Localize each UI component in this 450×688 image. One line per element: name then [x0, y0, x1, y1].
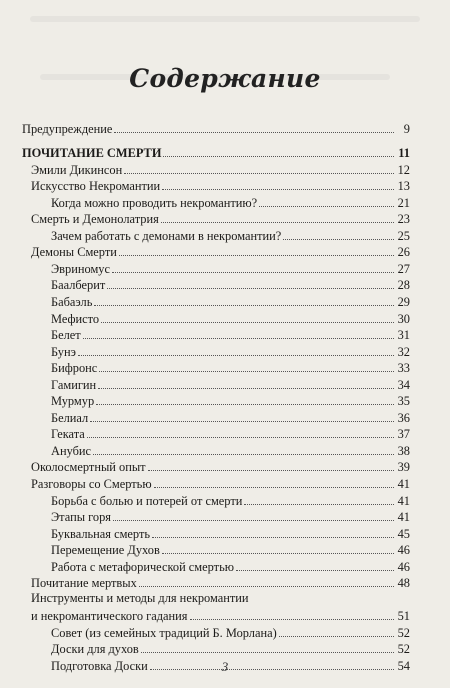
toc-entry-label: Эвриномус	[51, 261, 110, 276]
dot-leader	[96, 404, 394, 405]
dot-leader	[236, 570, 394, 571]
toc-entry	[22, 326, 410, 343]
toc-entry	[22, 160, 410, 177]
toc-entry-label: Инструменты и методы для некромантии	[31, 591, 249, 606]
dot-leader	[94, 305, 394, 306]
toc-entry-label: Мефисто	[51, 311, 100, 326]
toc-entry	[22, 408, 410, 425]
toc-entry-label: Белет	[51, 328, 81, 343]
toc-entry-page: 52	[397, 642, 410, 657]
dot-leader	[162, 189, 394, 190]
toc-entry-page: 13	[397, 179, 410, 194]
toc-entry	[22, 119, 410, 136]
toc-entry	[22, 342, 410, 359]
toc-entry-page: 9	[403, 121, 410, 136]
toc-entry	[22, 491, 410, 508]
toc-entry	[22, 425, 410, 442]
toc-entry	[22, 144, 410, 161]
toc-entry	[22, 524, 410, 541]
toc-entry-label: ПОЧИТАНИЕ СМЕРТИ	[22, 146, 162, 161]
toc-entry	[22, 359, 410, 376]
toc-entry-page: 51	[397, 609, 410, 624]
toc-entry-label: Совет (из семейных традиций Б. Морлана)	[51, 625, 277, 640]
dot-leader	[99, 371, 394, 372]
toc-entry-label: Геката	[51, 427, 85, 442]
page-number: 3	[221, 659, 229, 674]
toc-entry	[22, 640, 410, 657]
toc-entry-label: Анубис	[51, 443, 92, 458]
toc-entry-page: 37	[397, 427, 410, 442]
dot-leader	[87, 437, 394, 438]
toc-entry-label: Предупреждение	[22, 121, 113, 136]
toc-entry-page: 34	[397, 377, 410, 392]
toc-entry	[22, 392, 410, 409]
toc-entry-label: Перемещение Духов	[51, 543, 160, 558]
toc-entry-label: Баалберит	[51, 278, 106, 293]
dot-leader	[161, 222, 394, 223]
toc-entry-label: Борьба с болью и потерей от смерти	[51, 493, 243, 508]
dot-leader	[114, 132, 394, 133]
toc-entry	[22, 210, 410, 227]
dot-leader	[112, 272, 394, 273]
toc-entry-page: 39	[397, 460, 410, 475]
toc-entry-page: 27	[397, 261, 410, 276]
toc-entry	[22, 574, 410, 591]
dot-leader	[124, 173, 394, 174]
toc-entry-label: Доски для духов	[51, 642, 139, 657]
toc-entry-label: Зачем работать с демонами в некромантии?	[51, 228, 282, 243]
toc-entry-page: 41	[397, 510, 410, 525]
dot-leader	[119, 255, 394, 256]
dot-leader	[279, 636, 394, 637]
toc-entry-label: Искусство Некромантии	[31, 179, 161, 194]
toc-entry	[22, 458, 410, 475]
dot-leader	[162, 553, 394, 554]
toc-entry-page: 11	[398, 146, 410, 161]
toc-entry-label: Работа с метафорической смертью	[51, 559, 234, 574]
dot-leader	[113, 520, 394, 521]
toc-entry-page: 28	[397, 278, 410, 293]
toc-entry-label: Гамигин	[51, 377, 97, 392]
toc-entry	[22, 177, 410, 194]
toc-entry	[22, 375, 410, 392]
toc-entry-label: Демоны Смерти	[31, 245, 117, 260]
dot-leader	[141, 652, 394, 653]
dot-leader	[148, 470, 394, 471]
toc-entry	[22, 243, 410, 260]
toc-entry	[22, 474, 410, 491]
dot-leader	[101, 322, 394, 323]
toc-entry	[22, 623, 410, 640]
toc-entry-page: 41	[397, 493, 410, 508]
toc-entry-label-continued: и некромантического гадания	[31, 609, 188, 624]
toc-entry-label: Буквальная смерть	[51, 526, 151, 541]
dot-leader	[139, 586, 394, 587]
dot-leader	[244, 504, 394, 505]
toc-entry-page: 32	[397, 344, 410, 359]
toc-entry	[22, 292, 410, 309]
toc-entry	[22, 441, 410, 458]
toc-entry-label: Этапы горя	[51, 510, 111, 525]
toc-entry	[22, 590, 410, 623]
toc-entry-page: 54	[397, 659, 410, 673]
dot-leader	[190, 619, 394, 620]
toc-entry-page: 38	[397, 443, 410, 458]
dot-leader	[78, 355, 394, 356]
toc-entry-page: 46	[397, 559, 410, 574]
toc-entry	[22, 557, 410, 574]
dot-leader	[259, 206, 394, 207]
toc-entry-label: Смерть и Демонолатрия	[31, 212, 159, 227]
toc-entry-label: Бунэ	[51, 344, 76, 359]
toc-entry-label: Бифронс	[51, 361, 98, 376]
toc-entry-label: Белиал	[51, 410, 89, 425]
dot-leader	[283, 239, 394, 240]
toc-entry-page: 48	[397, 576, 410, 591]
toc-entry-page: 12	[397, 162, 410, 177]
toc-entry	[22, 276, 410, 293]
toc-entry	[22, 259, 410, 276]
dot-leader	[107, 288, 394, 289]
toc-entry-label: Бабаэль	[51, 295, 93, 310]
dot-leader	[90, 421, 394, 422]
toc-entry-page: 36	[397, 410, 410, 425]
dot-leader	[154, 487, 394, 488]
page-title: Содержание	[129, 64, 321, 93]
toc-entry-label: Разговоры со Смертью	[31, 477, 152, 492]
toc-entry-page: 29	[397, 295, 410, 310]
toc-entry-label: Эмили Дикинсон	[31, 162, 123, 177]
toc-entry	[22, 541, 410, 558]
table-of-contents	[22, 119, 410, 673]
toc-entry	[22, 226, 410, 243]
toc-entry-page: 46	[397, 543, 410, 558]
toc-entry-page: 41	[397, 477, 410, 492]
dot-leader	[98, 388, 394, 389]
toc-entry-label: Почитание мертвых	[31, 576, 137, 591]
toc-entry-page: 23	[397, 212, 410, 227]
bleed-through-shadow	[30, 16, 420, 22]
toc-entry-label: Околосмертный опыт	[31, 460, 146, 475]
toc-entry-page: 21	[397, 195, 410, 210]
toc-entry-label: Когда можно проводить некромантию?	[51, 195, 258, 210]
dot-leader	[152, 537, 394, 538]
toc-entry-page: 35	[397, 394, 410, 409]
dot-leader	[83, 338, 394, 339]
dot-leader	[163, 156, 394, 157]
toc-entry-page: 33	[397, 361, 410, 376]
toc-entry-page: 52	[397, 625, 410, 640]
dot-leader	[93, 454, 394, 455]
toc-entry-page: 31	[397, 328, 410, 343]
toc-entry-page: 25	[397, 228, 410, 243]
toc-entry-page: 30	[397, 311, 410, 326]
toc-entry	[22, 508, 410, 525]
toc-entry-label: Мурмур	[51, 394, 95, 409]
toc-entry	[22, 193, 410, 210]
toc-entry-page: 45	[397, 526, 410, 541]
toc-entry	[22, 309, 410, 326]
toc-entry-page: 26	[397, 245, 410, 260]
toc-entry-label: Подготовка Доски	[51, 659, 148, 673]
